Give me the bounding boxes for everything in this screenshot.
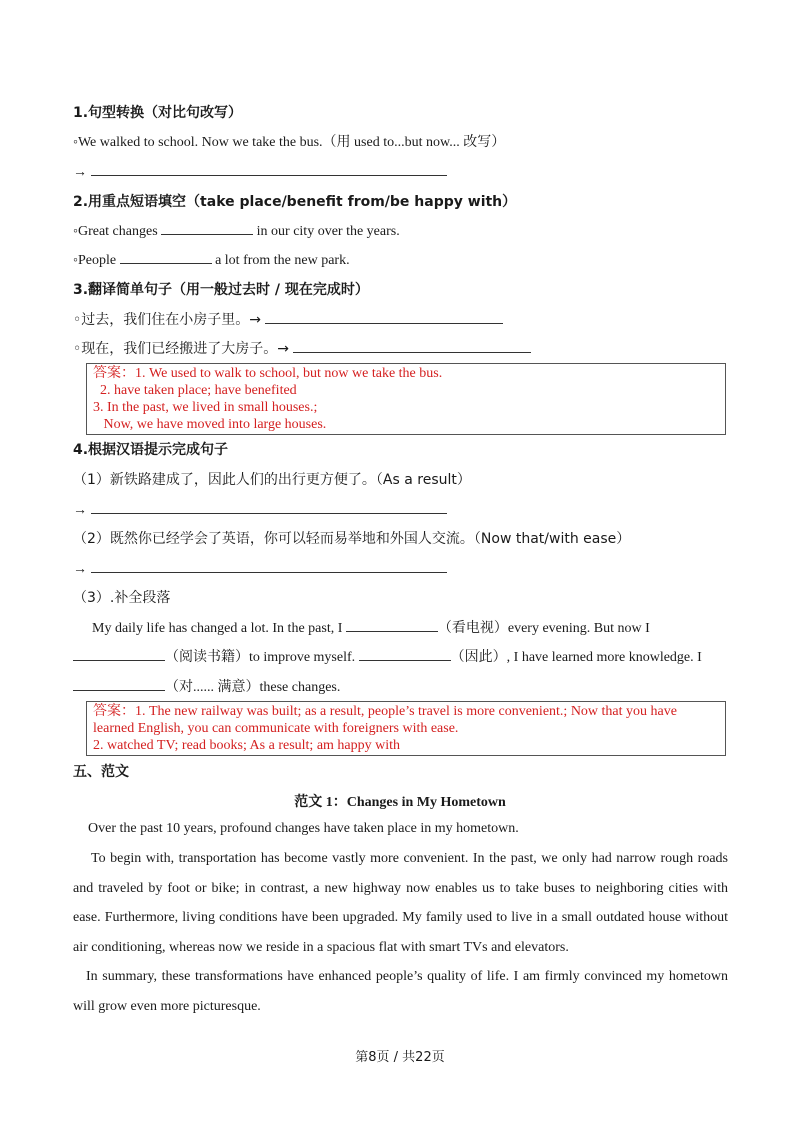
section3-heading: 3.翻译简单句子（用一般过去时 / 现在完成时） xyxy=(73,282,369,298)
fill-blank xyxy=(91,501,447,514)
fill-blank xyxy=(73,648,165,661)
fill-blank xyxy=(293,340,531,353)
section2-item1 xyxy=(73,222,400,241)
essay-paragraph-3: In summary, these transformations have enhanced people’s quality of life. I am firmly convinced my hometown will grow even more picturesque. xyxy=(73,969,728,1014)
section5-heading: 五、范文 xyxy=(73,764,129,780)
answer-line: 2. have taken place; have benefited xyxy=(93,383,297,398)
item-text: in our city over the years. xyxy=(253,224,400,239)
section4-q2-answer-line xyxy=(73,560,447,579)
section1-answer-line xyxy=(73,163,447,182)
section2-heading: 2.用重点短语填空（take place/benefit from/be happy with） xyxy=(73,194,517,210)
paragraph-line-2 xyxy=(73,648,702,667)
para-text: （阅读书籍）to improve myself. xyxy=(165,650,359,665)
item-text: ◦现在，我们已经搬进了大房子。→ xyxy=(73,341,289,357)
fill-blank xyxy=(265,311,503,324)
section4-heading: 4.根据汉语提示完成句子 xyxy=(73,442,229,458)
paragraph-line-3 xyxy=(73,678,340,697)
section4-q2: （2）既然你已经学会了英语，你可以轻而易举地和外国人交流。（Now that/with ease） xyxy=(73,531,631,547)
essay-paragraph-1: Over the past 10 years, profound changes have taken place in my hometown. xyxy=(88,821,519,836)
fill-blank xyxy=(91,163,447,176)
item-text: ◦People xyxy=(73,253,120,268)
answer-box-1 xyxy=(86,363,726,435)
section3-item1 xyxy=(73,311,503,329)
answer-line: 答案：1. The new railway was built; as a result, people’s travel is more convenient.; Now that you have learned English, you can communicate with foreigners with ease. xyxy=(93,704,677,736)
arrow: → xyxy=(73,165,87,180)
fill-blank xyxy=(346,619,438,632)
arrow: → xyxy=(73,503,87,518)
page-number: 第8页 / 共22页 xyxy=(355,1050,445,1065)
para-text: （因此）, I have learned more knowledge. I xyxy=(450,650,702,665)
section2-item2 xyxy=(73,251,350,270)
arrow: → xyxy=(73,562,87,577)
para-text: （对...... 满意）these changes. xyxy=(165,680,341,695)
essay-title: 范文 1：Changes in My Hometown xyxy=(294,795,506,810)
section1-item: ◦We walked to school. Now we take the bus.（用 used to...but now... 改写） xyxy=(73,135,506,150)
answer-line: 2. watched TV; read books; As a result; am happy with xyxy=(93,738,401,753)
section3-item2 xyxy=(73,340,531,358)
section4-q1-answer-line xyxy=(73,501,447,520)
item-text: a lot from the new park. xyxy=(211,253,350,268)
answer-box-2 xyxy=(86,701,726,756)
essay-paragraph-2: To begin with, transportation has become vastly more convenient. In the past, we only had narrow rough roads and traveled by foot or bike; in contrast, a new highway now enables us to take buses to neighboring cities with ease. Furthermore, living conditions have been upgraded. My family used to live in a small outdated house without air conditioning, whereas now we reside in a spacious flat with smart TVs and elevators. xyxy=(73,851,728,955)
fill-blank xyxy=(73,678,165,691)
item-text: ◦过去，我们住在小房子里。→ xyxy=(73,312,261,328)
answer-line: Now, we have moved into large houses. xyxy=(93,417,327,432)
fill-blank xyxy=(91,560,447,573)
answer-line: 答案：1. We used to walk to school, but now we take the bus. xyxy=(93,366,443,381)
fill-blank xyxy=(120,251,212,264)
fill-blank xyxy=(359,648,451,661)
section4-q3: （3）.补全段落 xyxy=(73,590,171,606)
para-text: （看电视）every evening. But now I xyxy=(437,621,650,636)
section1-heading: 1.句型转换（对比句改写） xyxy=(73,105,243,121)
fill-blank xyxy=(161,222,253,235)
item-text: ◦Great changes xyxy=(73,224,162,239)
section4-q1: （1）新铁路建成了，因此人们的出行更方便了。（As a result） xyxy=(73,472,471,488)
answer-line: 3. In the past, we lived in small houses.; xyxy=(93,400,318,415)
paragraph-line-1 xyxy=(92,619,650,638)
para-text: My daily life has changed a lot. In the past, I xyxy=(92,621,346,636)
